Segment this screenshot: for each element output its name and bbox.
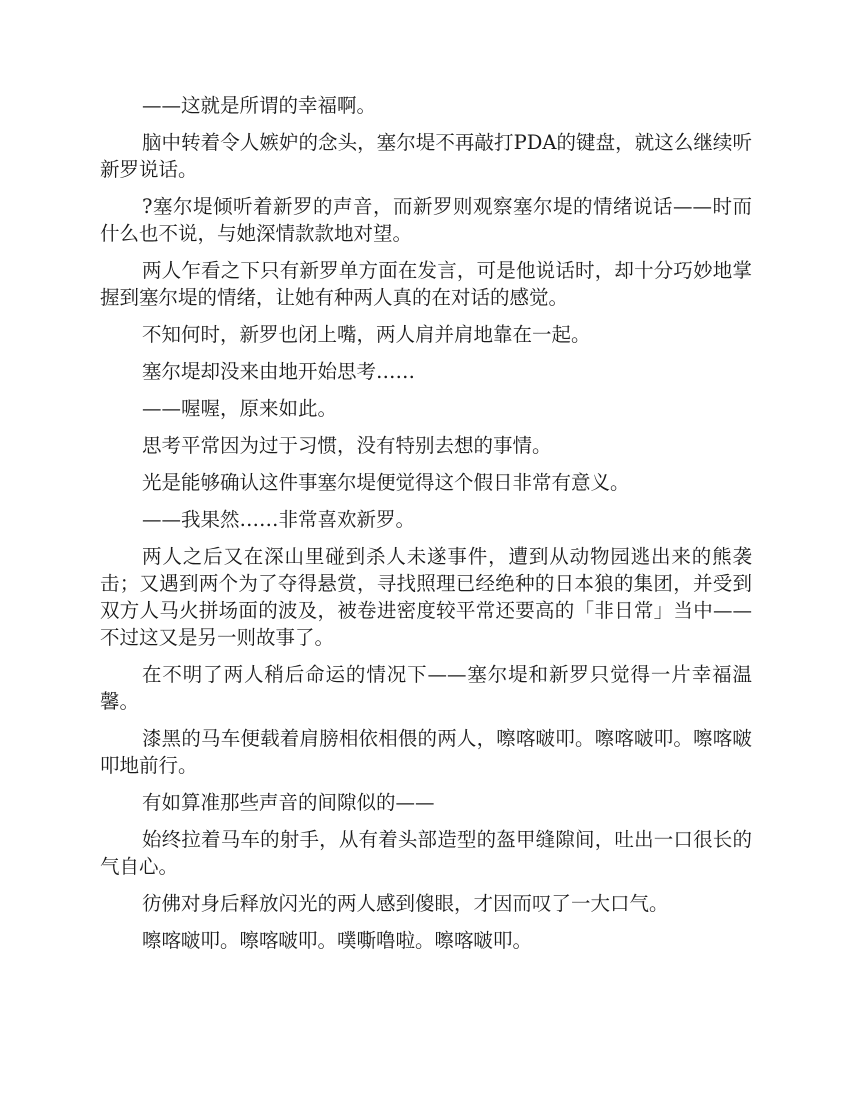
paragraph: 两人之后又在深山里碰到杀人未遂事件，遭到从动物园逃出来的熊袭击；又遇到两个为了夺得悬赏，寻找照理已经绝种的日本狼的集团，并受到双方人马火拼场面的波及，被卷进密度较平常还要高的「非日常」当中——不过这又是另一则故事了。 [100,545,752,649]
paragraph: ——我果然……非常喜欢新罗。 [142,508,416,531]
paragraph: 不知何时，新罗也闭上嘴，两人肩并肩地靠在一起。 [142,323,591,346]
paragraph: ——这就是所谓的幸福啊。 [142,94,377,117]
paragraph: 在不明了两人稍后命运的情况下——塞尔堤和新罗只觉得一片幸福温馨。 [100,663,752,713]
paragraph: 嚓喀啵叩。嚓喀啵叩。噗嘶噜啦。嚓喀啵叩。 [142,929,533,952]
paragraph: 有如算准那些声音的间隙似的—— [142,791,435,814]
paragraph: 脑中转着令人嫉妒的念头，塞尔堤不再敲打PDA的键盘，就这么继续听新罗说话。 [100,131,752,181]
paragraph: 思考平常因为过于习惯，没有特别去想的事情。 [142,434,552,457]
paragraph: 彷佛对身后释放闪光的两人感到傻眼，才因而叹了一大口气。 [142,892,669,915]
paragraph: 两人乍看之下只有新罗单方面在发言，可是他说话时，却十分巧妙地掌握到塞尔堤的情绪，让她有种两人真的在对话的感觉。 [100,259,752,309]
paragraph: 光是能够确认这件事塞尔堤便觉得这个假日非常有意义。 [142,471,630,494]
paragraph: 塞尔堤却没来由地开始思考…… [142,360,416,383]
paragraph: 始终拉着马车的射手，从有着头部造型的盔甲缝隙间，吐出一口很长的气自心。 [100,828,752,878]
paragraph: 漆黑的马车便载着肩膀相依相偎的两人，嚓喀啵叩。嚓喀啵叩。嚓喀啵叩地前行。 [100,727,752,777]
paragraph: ?塞尔堤倾听着新罗的声音，而新罗则观察塞尔堤的情绪说话——时而什么也不说，与她深情款款地对望。 [100,195,752,245]
paragraph: ——喔喔，原来如此。 [142,397,338,420]
document-body [100,92,752,964]
